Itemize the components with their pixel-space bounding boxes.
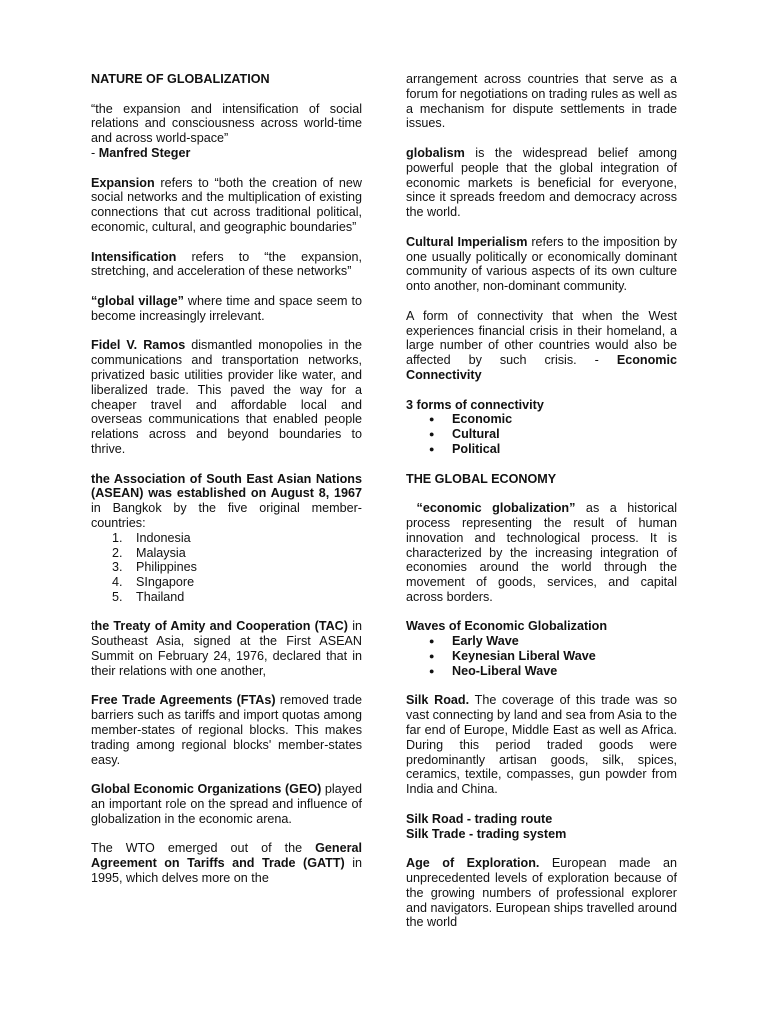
list-item-label: Economic xyxy=(452,412,513,427)
list-item xyxy=(91,575,362,590)
age-of-exploration-paragraph xyxy=(406,856,677,930)
globalism-text: is the widespread belief among powerful people that the global integration of economic markets is beneficial for everyone, since it spreads freedom and democracy across the world. xyxy=(406,145,677,220)
list-item-label: Political xyxy=(452,441,501,456)
tac-prefix: t xyxy=(91,619,95,634)
list-item-label: Keynesian Liberal Wave xyxy=(452,649,596,664)
silk-road-term: Silk Road. xyxy=(406,693,470,708)
list-item xyxy=(91,546,362,561)
steger-definition xyxy=(91,102,362,161)
economic-globalization-text: as a historical process representing the result of human innovation and technological process. It is characterized by the increasing integration of economies around the world through the movement of goods, services, and capital across borders. xyxy=(406,501,677,604)
intensification-term: Intensification xyxy=(91,249,177,264)
tac-term: he Treaty of Amity and Cooperation (TAC) xyxy=(94,619,348,634)
silk-road-text: The coverage of this trade was so vast connecting by land and sea from Asia to the far end of Europe, Middle East as well as Africa. During this period traded goods were predominantly artisan goods, silk, spices, ceramics, textile, compasses, gun powder from India and China. xyxy=(406,693,678,797)
expansion-term: Expansion xyxy=(91,175,155,190)
left-column xyxy=(91,72,362,901)
wto-continuation: arrangement across countries that serve as a forum for negotiations on trading rules as well as a mechanism for dispute settlements in trade issues. xyxy=(406,72,677,131)
list-item-label: Philippines xyxy=(136,560,197,575)
bullet-icon: ● xyxy=(429,636,435,647)
globalism-term: globalism xyxy=(406,145,465,160)
connectivity-text: A form of connectivity that when the West experiences financial crisis in their homeland, a large number of other countries would also be affected by such crisis. - xyxy=(406,308,677,368)
asean-term: the Association of South East Asian Nations (ASEAN) was established on August 8, 1967 xyxy=(91,471,362,501)
fta-paragraph xyxy=(91,693,362,767)
waves-title: Waves of Economic Globalization xyxy=(406,619,608,634)
ramos-text: dismantled monopolies in the communications and transportation networks, privatized basic utilities provider like water, and liberalized trade. This paved the way for a cheaper travel and affordable local and overseas communications that enabled people relations across and beyond boundaries to thrive. xyxy=(91,338,363,456)
list-number: 2. xyxy=(112,545,123,560)
forms-of-connectivity-list xyxy=(406,412,677,456)
wto-pre: The WTO emerged out of the xyxy=(91,841,316,856)
age-of-exploration-term: Age of Exploration. xyxy=(406,856,540,871)
silk-trade-line: Silk Trade - trading system xyxy=(406,826,567,841)
asean-text: in Bangkok by the five original member-countries: xyxy=(91,501,362,530)
age-of-exploration-text: European made an unprecedented levels of exploration because of the growing numbers of professional explorer and navigators. European ships travelled around the world xyxy=(406,856,677,930)
expansion-text: refers to “both the creation of new social networks and the multiplication of existing connections that cut across traditional political, economic, cultural, and geographic boundaries” xyxy=(91,175,362,234)
global-village-text: where time and space seem to become increasingly irrelevant. xyxy=(91,293,362,323)
list-item xyxy=(406,442,677,457)
right-column xyxy=(406,72,677,945)
geo-paragraph xyxy=(91,782,362,826)
intensification-definition xyxy=(91,250,362,280)
list-number: 1. xyxy=(112,530,123,545)
silk-route-line: Silk Road - trading route xyxy=(406,811,553,826)
asean-paragraph xyxy=(91,472,362,531)
waves-list xyxy=(406,634,677,678)
list-item xyxy=(406,664,677,679)
economic-globalization-term: “economic globalization” xyxy=(416,501,576,516)
global-village-term: “global village” xyxy=(91,293,184,308)
forms-of-connectivity-title: 3 forms of connectivity xyxy=(406,397,544,412)
list-item xyxy=(406,634,677,649)
silk-road-paragraph xyxy=(406,693,677,797)
bullet-icon: ● xyxy=(429,443,435,454)
list-item xyxy=(91,531,362,546)
section-title-nature-of-globalization: NATURE OF GLOBALIZATION xyxy=(91,72,270,86)
list-item-label: Malaysia xyxy=(136,545,186,560)
steger-quote: “the expansion and intensification of social relations and consciousness across world-time and across world-space” xyxy=(91,101,362,146)
ramos-paragraph xyxy=(91,338,362,456)
bullet-icon: ● xyxy=(429,665,435,676)
geo-text: played an important role on the spread and influence of globalization in the economic arena. xyxy=(91,782,362,826)
expansion-definition xyxy=(91,176,362,235)
quote-author: Manfred Steger xyxy=(98,145,191,160)
list-item xyxy=(406,427,677,442)
section-title-global-economy: THE GLOBAL ECONOMY xyxy=(406,471,557,486)
fta-text: removed trade barriers such as tariffs and import quotas among member-states of regional blocks. This makes trading among regional blocks' member-states easy. xyxy=(91,693,362,767)
list-item xyxy=(91,590,362,605)
tac-paragraph xyxy=(91,619,362,678)
economic-globalization-paragraph xyxy=(406,501,677,605)
list-number: 4. xyxy=(112,575,123,590)
global-village-definition xyxy=(91,294,362,324)
silk-definitions xyxy=(406,812,677,842)
list-item-label: Cultural xyxy=(452,427,500,442)
list-item-label: SIngapore xyxy=(136,575,195,590)
list-item-label: Thailand xyxy=(136,589,185,604)
list-item-label: Neo-Liberal Wave xyxy=(452,663,558,678)
list-number: 3. xyxy=(112,560,123,575)
geo-term: Global Economic Organizations (GEO) xyxy=(91,782,322,797)
cultural-imperialism-term: Cultural Imperialism xyxy=(406,234,528,249)
wto-term: General Agreement on Tariffs and Trade (GATT) xyxy=(91,841,362,871)
bullet-icon: ● xyxy=(429,414,435,425)
list-item-label: Indonesia xyxy=(136,530,191,545)
list-item xyxy=(406,649,677,664)
list-number: 5. xyxy=(112,589,123,604)
globalism-definition xyxy=(406,146,677,220)
bullet-icon: ● xyxy=(429,651,435,662)
intensification-text: refers to “the expansion, stretching, and acceleration of these networks” xyxy=(91,249,362,279)
wto-paragraph xyxy=(91,841,362,885)
cultural-imperialism-definition xyxy=(406,235,677,294)
quote-author-dash: - xyxy=(91,145,99,160)
economic-connectivity-paragraph xyxy=(406,309,677,383)
cultural-imperialism-text: refers to the imposition by one usually politically or economically dominant community of various aspects of its own culture onto another, non-dominant community. xyxy=(406,234,677,294)
wto-text: in 1995, which delves more on the xyxy=(91,856,362,886)
fta-term: Free Trade Agreements (FTAs) xyxy=(91,693,276,708)
connectivity-term: Economic Connectivity xyxy=(406,353,677,382)
list-item xyxy=(91,560,362,575)
list-item xyxy=(406,412,677,427)
list-item-label: Early Wave xyxy=(452,634,519,649)
tac-text: in Southeast Asia, signed at the First ASEAN Summit on February 24, 1976, declared that in their relations with one another, xyxy=(91,619,362,678)
ramos-term: Fidel V. Ramos xyxy=(91,338,186,353)
asean-member-list xyxy=(91,531,362,605)
bullet-icon: ● xyxy=(429,429,435,440)
